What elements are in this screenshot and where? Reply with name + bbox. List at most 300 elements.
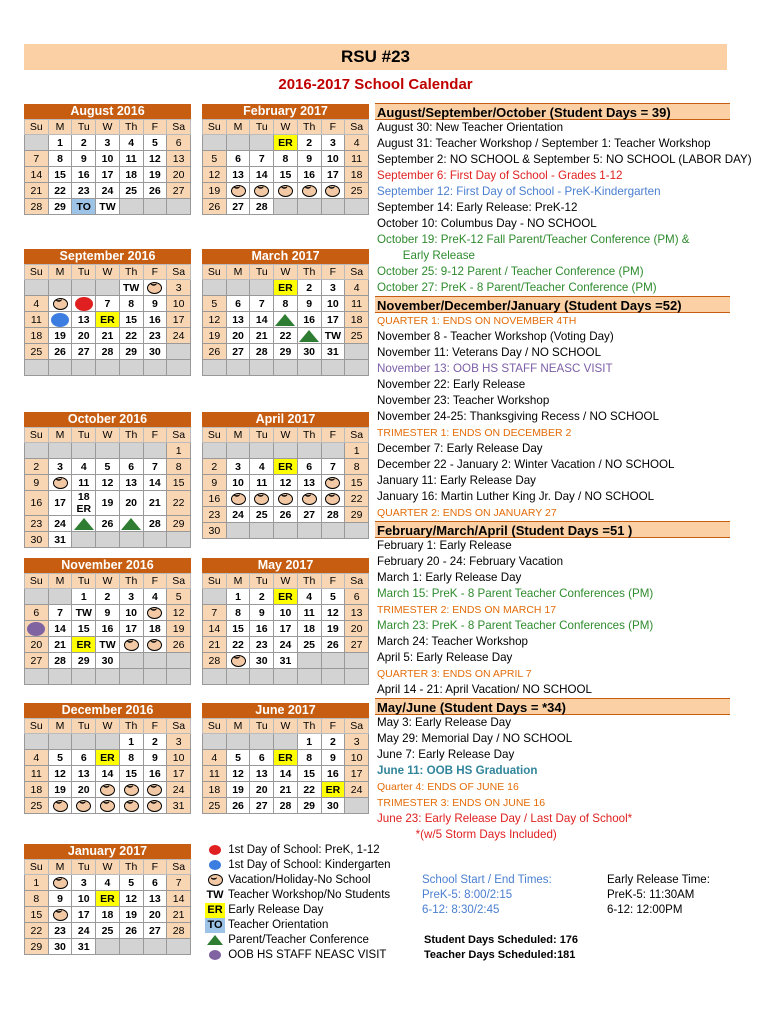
calendar-day-cell: 18 ER [72, 491, 96, 516]
calendar-day-cell: 6 [167, 135, 191, 151]
section-header: May/June (Student Days = *34) [375, 698, 730, 715]
calendar-day-cell: 14 [167, 891, 191, 907]
day-of-week-header: Tu [250, 120, 274, 135]
calendar-day-cell: 31 [72, 939, 96, 955]
calendar-day-cell [72, 532, 96, 548]
calendar-day-cell: ER [274, 459, 298, 475]
vacation-icon [147, 607, 162, 619]
calendar-day-cell: 9 [48, 891, 72, 907]
calendar-day-cell [96, 360, 120, 376]
calendar-day-cell: 14 [250, 167, 274, 183]
calendar-day-cell: 7 [25, 151, 49, 167]
calendar-day-cell: 30 [96, 653, 120, 669]
calendar-day-cell: 28 [203, 653, 227, 669]
event-item: November 22: Early Release [377, 378, 526, 391]
calendar-day-cell [72, 798, 96, 814]
vacation-icon [147, 639, 162, 651]
event-item: March 1: Early Release Day [377, 571, 522, 584]
calendar-day-cell: 20 [143, 907, 167, 923]
calendar-day-cell: 11 [25, 312, 49, 328]
calendar-day-cell [25, 360, 49, 376]
calendar-day-cell: 15 [48, 167, 72, 183]
calendar-day-cell: 6 [345, 589, 369, 605]
calendar-day-cell [203, 443, 227, 459]
calendar-day-cell: 26 [143, 183, 167, 199]
day-of-week-header: W [274, 265, 298, 280]
conference-icon [275, 314, 295, 326]
calendar-day-cell [48, 360, 72, 376]
calendar-day-cell [321, 443, 345, 459]
calendar-day-cell: 14 [203, 621, 227, 637]
vacation-icon [53, 298, 68, 310]
calendar-day-cell [96, 939, 120, 955]
day-of-week-header: M [48, 120, 72, 135]
calendar-day-cell [203, 135, 227, 151]
calendar-day-cell: 8 [226, 605, 250, 621]
legend-label: 1st Day of School: Kindergarten [225, 859, 391, 871]
legend-item [205, 888, 391, 903]
event-item: November 11: Veterans Day / NO SCHOOL [377, 346, 602, 359]
calendar-day-cell: 13 [119, 475, 143, 491]
calendar-day-cell: 20 [226, 328, 250, 344]
calendar-day-cell: 24 [48, 516, 72, 532]
calendar-day-cell: 6 [72, 750, 96, 766]
calendar-day-cell [48, 296, 72, 312]
calendar-day-cell: 2 [143, 734, 167, 750]
calendar-day-cell: 24 [274, 637, 298, 653]
calendar-day-cell [321, 523, 345, 539]
calendar-day-cell: 15 [274, 167, 298, 183]
calendar-day-cell: 16 [25, 491, 49, 516]
calendar-month-title: December 2016 [24, 703, 191, 718]
calendar-day-cell [48, 312, 72, 328]
vacation-icon [147, 800, 162, 812]
calendar-day-cell: ER [274, 135, 298, 151]
calendar-day-cell: 15 [297, 766, 321, 782]
calendar-day-cell: ER [274, 280, 298, 296]
legend-label: Early Release Day [225, 904, 324, 916]
calendar-day-cell: 17 [96, 167, 120, 183]
day-of-week-header: F [321, 428, 345, 443]
calendar-april-2017 [202, 412, 369, 539]
calendar-day-cell: 12 [321, 605, 345, 621]
calendar-day-cell: 27 [226, 344, 250, 360]
calendar-day-cell: 5 [119, 875, 143, 891]
calendar-day-cell: 13 [167, 151, 191, 167]
day-of-week-header: M [226, 120, 250, 135]
calendar-day-cell [25, 621, 49, 637]
calendar-day-cell: 8 [119, 296, 143, 312]
calendar-day-cell: 12 [48, 766, 72, 782]
calendar-day-cell: 6 [226, 151, 250, 167]
calendar-day-cell: 8 [25, 891, 49, 907]
legend-item [205, 933, 391, 948]
event-item: April 14 - 21: April Vacation/ NO SCHOOL [377, 683, 592, 696]
conference-icon [121, 518, 141, 530]
calendar-day-cell: 19 [48, 782, 72, 798]
calendar-day-cell: 2 [321, 734, 345, 750]
event-item: *(w/5 Storm Days Included) [377, 828, 557, 841]
calendar-day-cell: 16 [321, 766, 345, 782]
calendar-day-cell: 3 [167, 280, 191, 296]
event-item: January 11: Early Release Day [377, 474, 536, 487]
calendar-day-cell: 25 [345, 328, 369, 344]
er-times-612: 6-12: 12:00PM [607, 904, 683, 916]
day-of-week-header: Sa [345, 120, 369, 135]
start-times-612: 6-12: 8:30/2:45 [422, 904, 500, 916]
student-days-scheduled: Student Days Scheduled: 176 [424, 934, 579, 946]
calendar-day-cell [25, 443, 49, 459]
calendar-day-cell: 16 [250, 621, 274, 637]
calendar-day-cell: 29 [297, 798, 321, 814]
day-of-week-header: W [96, 860, 120, 875]
calendar-day-cell: 1 [119, 734, 143, 750]
calendar-day-cell [297, 443, 321, 459]
event-item: Early Release [377, 249, 475, 262]
event-item: QUARTER 1: ENDS ON NOVEMBER 4TH [377, 315, 577, 327]
calendar-day-cell: 6 [250, 750, 274, 766]
day-of-week-header: Th [297, 428, 321, 443]
day-of-week-header: Sa [167, 265, 191, 280]
calendar-day-cell: 22 [297, 782, 321, 798]
calendar-month-title: June 2017 [202, 703, 369, 718]
calendar-day-cell: ER [96, 891, 120, 907]
legend-item [205, 843, 391, 858]
calendar-month-title: November 2016 [24, 558, 191, 573]
calendar-day-cell: 12 [203, 312, 227, 328]
calendar-day-cell: 30 [203, 523, 227, 539]
calendar-day-cell [48, 589, 72, 605]
calendar-day-cell: 4 [96, 875, 120, 891]
calendar-day-cell [96, 443, 120, 459]
day-of-week-header: W [274, 428, 298, 443]
calendar-day-cell [119, 199, 143, 215]
conference-icon [299, 330, 319, 342]
calendar-day-cell: 5 [143, 135, 167, 151]
event-item: QUARTER 3: ENDS ON APRIL 7 [377, 668, 532, 680]
calendar-day-cell [274, 734, 298, 750]
school-times [422, 873, 552, 918]
calendar-day-cell: 11 [297, 605, 321, 621]
vacation-icon [231, 493, 246, 505]
calendar-day-cell: 17 [167, 312, 191, 328]
legend-label: Teacher Orientation [225, 919, 329, 931]
day-of-week-header: M [226, 574, 250, 589]
calendar-day-cell: 19 [226, 782, 250, 798]
calendar-day-cell: 27 [345, 637, 369, 653]
calendar-day-cell: 21 [25, 183, 49, 199]
calendar-day-cell: 19 [203, 183, 227, 199]
calendar-day-cell [226, 280, 250, 296]
calendar-day-cell: 24 [345, 782, 369, 798]
vacation-icon [53, 909, 68, 921]
calendar-day-cell: 2 [72, 135, 96, 151]
calendar-day-cell [72, 669, 96, 685]
calendar-day-cell [321, 653, 345, 669]
event-item: December 7: Early Release Day [377, 442, 543, 455]
calendar-day-cell: 30 [48, 939, 72, 955]
day-of-week-header: Tu [72, 265, 96, 280]
calendar-day-cell: 2 [96, 589, 120, 605]
calendar-day-cell: 9 [96, 605, 120, 621]
calendar-day-cell: 17 [48, 491, 72, 516]
calendar-day-cell: 1 [48, 135, 72, 151]
day-of-week-header: F [143, 265, 167, 280]
calendar-day-cell: 15 [25, 907, 49, 923]
calendar-day-cell: 18 [25, 328, 49, 344]
calendar-day-cell: 10 [321, 151, 345, 167]
calendar-day-cell: 19 [321, 621, 345, 637]
calendar-day-cell: 26 [226, 798, 250, 814]
day-of-week-header: Sa [345, 428, 369, 443]
calendar-day-cell: 10 [96, 151, 120, 167]
day-of-week-header: Sa [167, 719, 191, 734]
calendar-day-cell: 9 [321, 750, 345, 766]
calendar-day-cell: 8 [274, 151, 298, 167]
calendar-day-cell [226, 360, 250, 376]
calendar-day-cell [96, 734, 120, 750]
calendar-day-cell: 21 [48, 637, 72, 653]
neasc-visit-icon [27, 622, 45, 636]
calendar-day-cell [297, 328, 321, 344]
legend-item [205, 873, 391, 888]
calendar-day-cell [250, 443, 274, 459]
calendar-day-cell: TW [321, 328, 345, 344]
calendar-day-cell: 20 [72, 782, 96, 798]
legend-item [205, 903, 391, 918]
calendar-day-cell [274, 199, 298, 215]
vacation-icon [231, 185, 246, 197]
calendar-day-cell: 22 [226, 637, 250, 653]
day-of-week-header: Tu [250, 428, 274, 443]
calendar-day-cell: 11 [250, 475, 274, 491]
calendar-day-cell: 30 [25, 532, 49, 548]
calendar-day-cell: 18 [297, 621, 321, 637]
calendar-day-cell: 7 [167, 875, 191, 891]
calendar-day-cell: 19 [96, 491, 120, 516]
calendar-day-cell [119, 532, 143, 548]
calendar-day-cell: 16 [143, 766, 167, 782]
calendar-day-cell: 13 [345, 605, 369, 621]
calendar-day-cell: 26 [119, 923, 143, 939]
calendar-day-cell: 3 [119, 589, 143, 605]
calendar-day-cell [119, 443, 143, 459]
calendar-month-title: March 2017 [202, 249, 369, 264]
calendar-day-cell [226, 135, 250, 151]
calendar-day-cell: 1 [226, 589, 250, 605]
calendar-day-cell: 23 [25, 516, 49, 532]
calendar-day-cell [345, 798, 369, 814]
calendar-day-cell: 9 [143, 296, 167, 312]
day-of-week-header: Sa [345, 719, 369, 734]
vacation-icon [124, 800, 139, 812]
calendar-day-cell [250, 523, 274, 539]
vacation-icon [53, 800, 68, 812]
calendar-day-cell: ER [274, 589, 298, 605]
calendar-day-cell [48, 443, 72, 459]
calendar-day-cell: 22 [274, 328, 298, 344]
day-of-week-header: Tu [250, 719, 274, 734]
calendar-day-cell: 17 [321, 167, 345, 183]
calendar-day-cell: 7 [250, 151, 274, 167]
calendar-day-cell [274, 312, 298, 328]
calendar-day-cell: 4 [143, 589, 167, 605]
calendar-day-cell [297, 491, 321, 507]
calendar-day-cell [297, 669, 321, 685]
er-times-title: Early Release Time: [607, 874, 710, 886]
calendar-day-cell: TO [72, 199, 96, 215]
day-of-week-header: W [274, 719, 298, 734]
day-of-week-header: W [274, 120, 298, 135]
event-item: March 15: PreK - 8 Parent Teacher Conferences (PM) [377, 587, 654, 600]
calendar-day-cell: 12 [274, 475, 298, 491]
calendar-day-cell: 11 [72, 475, 96, 491]
calendar-day-cell: 17 [274, 621, 298, 637]
calendar-day-cell: 12 [119, 891, 143, 907]
calendar-month-title: October 2016 [24, 412, 191, 427]
calendar-day-cell: 19 [143, 167, 167, 183]
calendar-day-cell: 23 [143, 328, 167, 344]
calendar-day-cell: 21 [250, 328, 274, 344]
calendar-day-cell [250, 491, 274, 507]
calendar-day-cell [226, 491, 250, 507]
event-item: TRIMESTER 3: ENDS ON JUNE 16 [377, 797, 546, 809]
calendar-day-cell [96, 782, 120, 798]
calendar-day-cell: 18 [203, 782, 227, 798]
calendar-day-cell: 12 [96, 475, 120, 491]
calendar-day-cell: 22 [25, 923, 49, 939]
calendar-day-cell: 25 [297, 637, 321, 653]
calendar-day-cell: 12 [167, 605, 191, 621]
vacation-icon [302, 185, 317, 197]
calendar-day-cell [167, 939, 191, 955]
event-item: May 29: Memorial Day / NO SCHOOL [377, 732, 573, 745]
calendar-day-cell: 17 [72, 907, 96, 923]
calendar-day-cell: 20 [25, 637, 49, 653]
day-of-week-header: M [48, 265, 72, 280]
calendar-day-cell [48, 734, 72, 750]
day-of-week-header: Su [25, 860, 49, 875]
legend-label: Teacher Workshop/No Students [225, 889, 391, 901]
calendar-day-cell: 30 [250, 653, 274, 669]
calendar-day-cell: 25 [250, 507, 274, 523]
day-of-week-header: Tu [250, 265, 274, 280]
event-item: April 5: Early Release Day [377, 651, 513, 664]
day-of-week-header: Th [297, 120, 321, 135]
calendar-day-cell [321, 360, 345, 376]
event-item: October 25: 9-12 Parent / Teacher Conference (PM) [377, 265, 644, 278]
calendar-day-cell: 10 [119, 605, 143, 621]
legend-item [205, 948, 391, 963]
calendar-day-cell [321, 199, 345, 215]
calendar-day-cell: 18 [96, 907, 120, 923]
page-subtitle: 2016-2017 School Calendar [278, 76, 473, 93]
calendar-day-cell [321, 475, 345, 491]
vacation-icon [76, 800, 91, 812]
day-of-week-header: W [96, 719, 120, 734]
day-of-week-header: Sa [345, 265, 369, 280]
calendar-day-cell: 24 [72, 923, 96, 939]
calendar-day-cell: 27 [167, 183, 191, 199]
calendar-day-cell: 1 [167, 443, 191, 459]
calendar-day-cell: 8 [48, 151, 72, 167]
calendar-day-cell [274, 183, 298, 199]
calendar-month-title: September 2016 [24, 249, 191, 264]
calendar-day-cell: 15 [226, 621, 250, 637]
calendar-day-cell [96, 280, 120, 296]
teacher-days-scheduled: Teacher Days Scheduled:181 [424, 949, 576, 961]
calendar-day-cell [48, 798, 72, 814]
day-of-week-header: Su [203, 428, 227, 443]
calendar-day-cell: 13 [297, 475, 321, 491]
calendar-day-cell [25, 135, 49, 151]
calendar-day-cell: TW [119, 280, 143, 296]
calendar-day-cell: 20 [167, 167, 191, 183]
calendar-day-cell: 17 [119, 621, 143, 637]
calendar-day-cell: 16 [72, 167, 96, 183]
calendar-day-cell [25, 280, 49, 296]
calendar-day-cell: 9 [25, 475, 49, 491]
calendar-day-cell: 28 [167, 923, 191, 939]
calendar-day-cell [250, 135, 274, 151]
calendar-day-cell: 14 [48, 621, 72, 637]
calendar-day-cell: 26 [203, 344, 227, 360]
legend-item [205, 918, 391, 933]
calendar-day-cell: 25 [345, 183, 369, 199]
event-item: September 12: First Day of School - PreK-Kindergarten [377, 185, 661, 198]
calendar-day-cell: 10 [167, 750, 191, 766]
calendar-day-cell [274, 523, 298, 539]
vacation-icon [100, 784, 115, 796]
calendar-day-cell: 13 [250, 766, 274, 782]
vacation-icon [325, 185, 340, 197]
event-item: August 30: New Teacher Orientation [377, 121, 564, 134]
calendar-day-cell [143, 637, 167, 653]
calendar-day-cell: 31 [167, 798, 191, 814]
calendar-december-2016 [24, 703, 191, 814]
vacation-icon [302, 493, 317, 505]
calendar-day-cell [203, 734, 227, 750]
calendar-day-cell: 28 [321, 507, 345, 523]
calendar-day-cell: 18 [25, 782, 49, 798]
calendar-day-cell: 3 [48, 459, 72, 475]
calendar-day-cell: 25 [25, 798, 49, 814]
day-of-week-header: Tu [250, 574, 274, 589]
calendar-month-title: August 2016 [24, 104, 191, 119]
day-of-week-header: Su [25, 265, 49, 280]
calendar-day-cell [143, 669, 167, 685]
events-list [375, 103, 752, 843]
calendar-day-cell: 12 [226, 766, 250, 782]
calendar-day-cell [250, 669, 274, 685]
event-item: June 23: Early Release Day / Last Day of School* [377, 812, 633, 825]
calendar-day-cell: 21 [167, 907, 191, 923]
calendar-day-cell: 11 [119, 151, 143, 167]
day-of-week-header: F [321, 120, 345, 135]
calendar-day-cell: 24 [167, 328, 191, 344]
calendar-day-cell: 3 [96, 135, 120, 151]
calendar-day-cell [297, 360, 321, 376]
calendar-day-cell: 23 [48, 923, 72, 939]
days-scheduled [424, 933, 578, 963]
calendar-day-cell [25, 669, 49, 685]
vacation-icon [325, 493, 340, 505]
calendar-day-cell: 7 [321, 459, 345, 475]
calendar-day-cell [167, 653, 191, 669]
day-of-week-header: Sa [167, 574, 191, 589]
day-of-week-header: Th [297, 719, 321, 734]
calendar-day-cell [48, 280, 72, 296]
